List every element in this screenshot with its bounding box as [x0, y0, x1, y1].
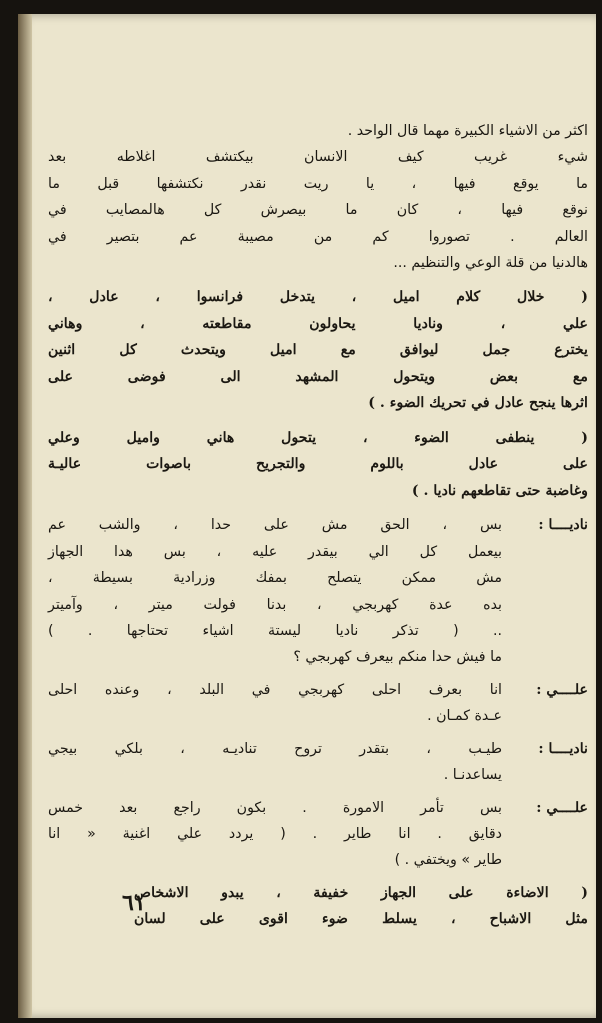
speaker-name: ناديــــا :	[538, 740, 588, 757]
text-line: اكثر من الاشياء الكبيرة مهما قال الواحد .	[347, 123, 588, 139]
stage-line: مثل الاشباح ، يسلط ضوء اقوى على لسان	[134, 911, 588, 928]
dialogue-line: دقايق . انا طاير . ( يردد علي اغنية « انا	[48, 825, 502, 842]
dialogue-line: عـدة كمـان .	[427, 708, 502, 725]
book-page	[18, 14, 596, 1018]
dialogue-line: طاير » ويختفي . )	[394, 852, 502, 869]
dialogue-line: مش ممكن يتصلح بمفك وزرادية بسيطة ،	[48, 570, 502, 587]
dialogue-line: طيـب ، بتقدر تروح تناديـه ، بلكي بيجي	[48, 740, 502, 757]
dialogue-line: بده عدة كهربجي ، بدنا فولت ميتر ، وآميتر	[48, 596, 502, 613]
dialogue-ali-2	[48, 795, 588, 874]
stage-direction-2	[48, 425, 588, 505]
dialogue-nadia-1	[48, 512, 588, 670]
speaker-name: نادیــــا :	[538, 517, 588, 534]
dialogue-line: ما فيش حدا منكم بيعرف كهربجي ؟	[293, 649, 502, 666]
text-line: ما يوقع فيها ، يا ريت نقدر نكتشفها قبل ما	[48, 175, 588, 192]
dialogue-line: بيعمل كل الي بيقدر عليه ، بس هدا الجهاز	[48, 543, 502, 560]
intro-paragraph	[48, 118, 588, 276]
text-line: العالم . تصوروا كم من مصيبة عم بتصير في	[48, 228, 588, 245]
stage-line: ( خلال كلام اميل ، يتدخل فرانسوا ، عادل ،	[48, 289, 588, 306]
dialogue-nadia-2	[48, 736, 588, 789]
stage-line: على عادل باللوم والتجريح باصوات عاليـة	[48, 456, 588, 473]
stage-line: اثرها ينجح عادل في تحريك الضوء . )	[368, 395, 588, 412]
stage-line: ( ينطفى الضوء ، يتحول هاني واميل وعلي	[48, 429, 588, 446]
dialogue-line: بس تأمر الامورة . بكون راجع بعد خمس	[48, 799, 502, 816]
stage-line: يخترع جمل ليوافق مع اميل ويتحدث كل اثنين	[48, 342, 588, 359]
page-text	[48, 118, 588, 941]
stage-line: ( الاضاءة على الجهاز خفيفة ، يبدو الاشخاص	[134, 884, 588, 901]
page-number: ٦١	[122, 890, 146, 916]
text-line: نوقع فيها ، كان ما بيصرش كل هالمصايب في	[48, 202, 588, 219]
dialogue-ali-1	[48, 677, 588, 730]
stage-line: علي ، وناديا يحاولون مقاطعته ، وهاني	[48, 315, 588, 332]
dialogue-line: انا بعرف احلى كهربجي في البلد ، وعنده احلى	[48, 681, 502, 698]
page-binding-shadow	[18, 14, 32, 1018]
dialogue-line: يساعدنـا .	[443, 767, 502, 784]
dialogue-line: بس ، الحق مش على حدا ، والشب عم	[48, 517, 502, 534]
speaker-name: علــــي :	[536, 681, 588, 698]
text-line: هالدنيا من قلة الوعي والتنظيم ...	[393, 255, 588, 272]
stage-line: مع بعض ويتحول المشهد الى فوضى على	[48, 368, 588, 385]
speaker-name: علــــي :	[536, 799, 588, 816]
dialogue-line: .. ( تذكر ناديا ليستة اشياء تحتاجها . )	[48, 623, 502, 640]
text-line: شيء غريب كيف الانسان بيكتشف اغلاطه بعد	[48, 149, 588, 166]
stage-line: وغاضبة حتى تقاطعهم ناديا . )	[411, 482, 588, 499]
stage-direction-1	[48, 284, 588, 417]
